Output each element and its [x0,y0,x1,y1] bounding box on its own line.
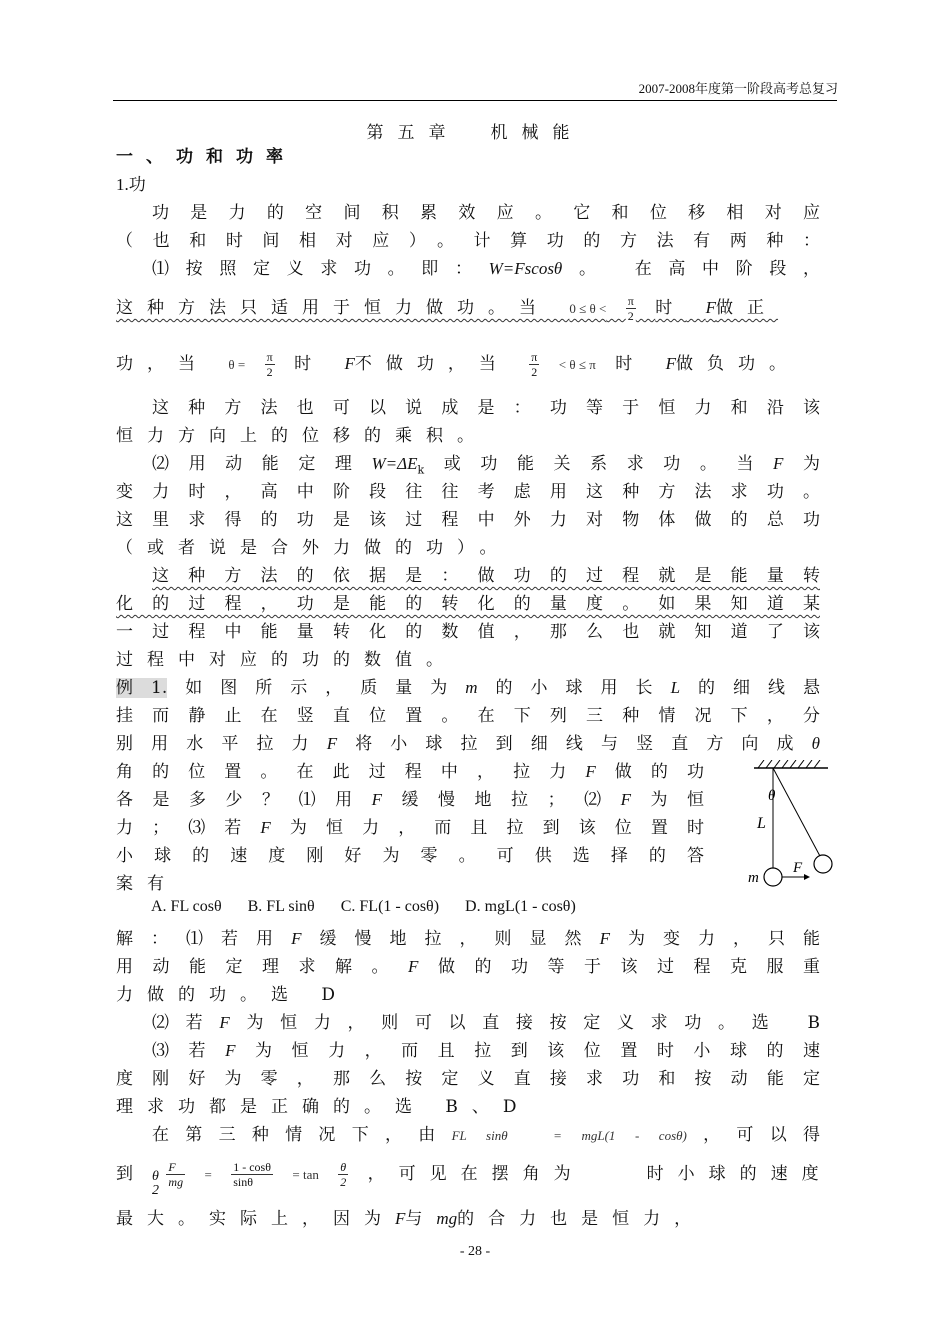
example-line: 别用水平拉力F将小球拉到细线与竖直方向成θ [116,734,821,754]
page-number: - 28 - [459,1244,491,1259]
paragraph-line: 这里求得的功是该过程中外力对物体做的总功 [116,510,820,530]
solution-line: 用动能定理求解。F做的功等于该过程克服重 [116,957,821,977]
example-line: 例1.如图所示，质量为m的小球用长L的细线悬 [116,678,821,698]
theta-half-overlay: θ 2 [152,1169,159,1198]
solution-line: ⑶若F为恒力，而且拉到该位置时小球的速 [152,1041,821,1061]
example-line: 案有 [116,874,178,894]
solution-line: 在第三种情况下，由FL sinθ = mgL(1 - cosθ)，可以得 [152,1125,820,1145]
ball-rest [764,868,782,886]
subsection-heading: 1.功 [116,175,146,194]
fraction: $\frac{\theta}{2}$ [340,1160,347,1189]
paragraph-line: ⑵用动能定理$W=\Delta E_k$或功能关系求功。当F为 [152,454,821,477]
header-rule [113,100,837,101]
paragraph-line: 变力时，高中阶段往往考虑用这种方法求功。 [116,482,820,502]
fraction: $\frac{\pi}{2}$ [266,350,273,379]
paragraph-line: （也和时间相对应）。计算功的方法有两种： [116,231,820,251]
paragraph-line: 功是力的空间积累效应。它和位移相对应 [152,203,820,223]
paragraph-line-wavy: 化的过程，功是能的转化的量度。如果知道某 [116,594,820,614]
solution-line: 解：⑴若用F缓慢地拉，则显然F为变力，只能 [116,929,821,949]
fraction: $\frac{\pi}{2}$ [627,294,634,323]
example-line: 小球的速度刚好为零。可供选择的答 [116,846,704,866]
fraction: $\frac{F}{mg}$ [168,1160,184,1189]
solution-line: 最大。实际上，因为F与mg的合力也是恒力， [116,1209,706,1229]
mass-label: m [748,870,759,886]
example-label: 例 [116,678,152,698]
solution-line: 理求功都是正确的。选 B、D [116,1097,531,1117]
ball-deflected [814,855,832,873]
force-label: F [793,860,803,876]
option-c: C. FL(1 - cosθ) [340,898,440,915]
paragraph-line-wavy: 这种方法只适用于恒力做功。当 0 ≤ θ < $\frac{\pi}{2}$ 时 F做正 [116,294,779,323]
paragraph-line: ⑴按照定义求功。即：W=Fscosθ。 在高中阶段， [152,259,821,279]
paragraph-line: 这种方法也可以说成是：功等于恒力和沿该 [152,398,820,418]
paragraph-line-wavy: 这种方法的依据是：做功的过程就是能量转 [152,566,820,586]
solution-line: 到 $\frac{F}{mg}$ = $\frac{1 - \cos\theta}{\sin\theta}$ = tan $\frac{\theta}{2}$ ，可见在摆角为 时小球的速度 [116,1160,833,1189]
deflected-string [773,768,821,858]
paragraph-line: 恒力方向上的位移的乘积。 [116,426,488,446]
option-b: B. FL sinθ [247,898,315,915]
fraction: $\frac{\pi}{2}$ [531,350,538,379]
option-a: A. FL cosθ [151,898,222,915]
section-heading: 一、功和功率 [116,147,296,167]
solution-line: ⑵若F为恒力，则可以直接按定义求功。选 B [152,1013,820,1033]
theta-label: θ [768,788,776,804]
paragraph-line: 功，当 θ = $\frac{\pi}{2}$ 时 F不做功，当 $\frac{\pi}{2}$ < θ ≤ π 时 F做负功。 [116,350,800,379]
answer-options [151,898,598,916]
length-label: L [757,815,766,832]
running-header: 2007-2008年度第一阶段高考总复习 [638,81,838,96]
paragraph-line: 一过程中能量转化的数值，那么也就知道了该 [116,622,820,642]
fraction: $\frac{1 - \cos\theta}{\sin\theta}$ [233,1160,271,1189]
chapter-title: 第五章 机械能 [366,123,584,143]
example-line: 挂而静止在竖直位置。在下列三种情况下，分 [116,706,820,726]
solution-line: 度刚好为零，那么按定义直接求功和按动能定 [116,1069,820,1089]
example-line: 力；⑶若F为恒力，而且拉到该位置时 [116,818,705,838]
paragraph-line: （或者说是合外力做的功）。 [116,538,511,558]
solution-line: 力做的功。选 D [116,985,350,1005]
paragraph-line: 过程中对应的功的数值。 [116,650,457,670]
option-d: D. mgL(1 - cosθ) [465,898,576,915]
pendulum-figure [748,760,838,890]
example-line: 角的位置。在此过程中，拉力F做的功 [116,762,705,782]
example-line: 各是多少？⑴用F缓慢地拉；⑵F为恒 [116,790,705,810]
